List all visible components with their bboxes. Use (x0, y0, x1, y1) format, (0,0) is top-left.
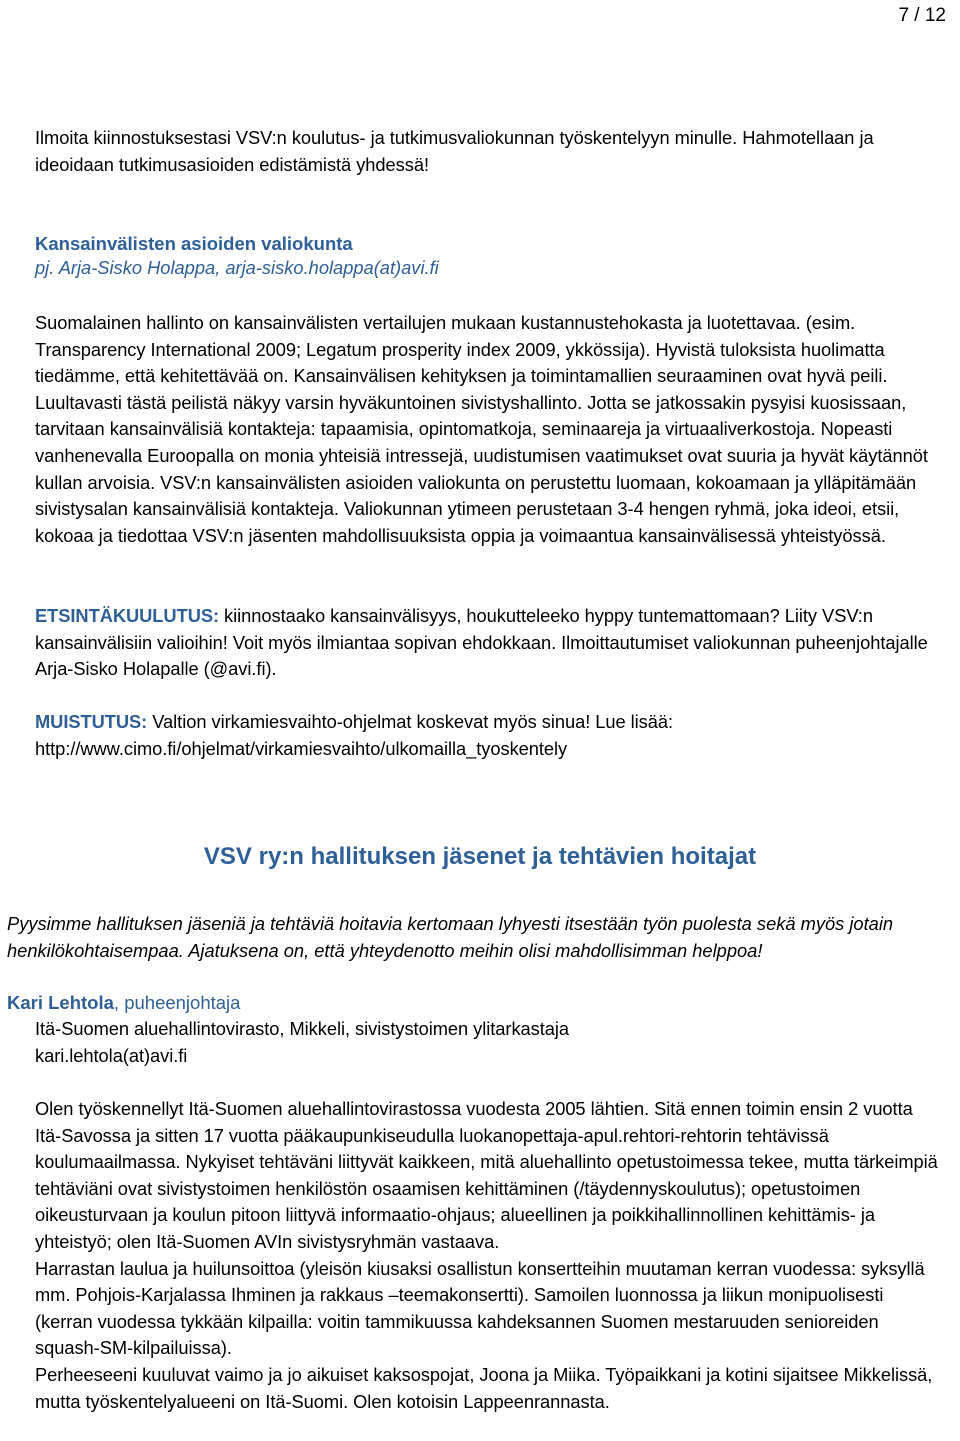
reminder-text: Valtion virkamiesvaihto-ohjelmat koskevat myös sinua! Lue lisää: (147, 711, 674, 732)
bio-paragraph: Olen työskennellyt Itä-Suomen aluehallintovirastossa vuodesta 2005 lähtien. Sitä ennen toimin ensin 2 vuotta Itä-Savossa ja sitten 17 vuotta pääkaupunkiseudulla luokanopettaja-apul.rehtori-rehtorin tehtävissä koulumaailmassa. Nykyiset tehtäväni liittyvät kaikkeen, mitä aluehallinto opetustoimessa tekee, mutta tärkeimpiä tehtäviäni ovat sivistystoimen henkilöstön osaamisen kehittäminen (/täydennyskoulutus); opetustoimen oikeusturvaan ja koulun pitoon liittyvä informaatio-ohjaus; alueellinen ja poikkihallinnollinen kehittämis- ja yhteistyö; olen Itä-Suomen AVIn sivistysryhmän vastaava. (35, 1098, 938, 1252)
person-bio (35, 1096, 940, 1415)
search-notice-text: kiinnostaako kansainvälisyys, houkutteleeko hyppy tuntemattomaan? Liity VSV:n kansainvälisiin valioihin! Voit myös ilmiantaa sopivan ehdokkaan. Ilmoittautumiset valiokunnan puheenjohtajalle Arja-Sisko Holapalle (@avi.fi). (35, 605, 928, 680)
committee-body-text: Suomalainen hallinto on kansainvälisten vertailujen mukaan kustannustehokasta ja luotettavaa. (esim. Transparency International 2009; Legatum prosperity index 2009, ykkössija). Hyvistä tuloksista huolimatta tiedämme, että kehitettävää on. Kansainvälisen kehityksen ja toimintamallien seuraaminen ovat hyvä peili. Luultavasti tästä peilistä näkyy varsin hyväkuntoinen sivistyshallinto. Jotta se jatkossakin pysyisi kuosissaan, tarvitaan kansainvälisiä kontakteja: tapaamisia, opintomatkoja, seminaareja ja virtuaaliverkostoja. Nopeasti vanhenevalla Euroopalla on monia yhteisiä intressejä, uudistumisen vaatimukset ovat suuria ja hyvät käytännöt kullan arvoisia. VSV:n kansainvälisten asioiden valiokunta on perustettu luomaan, kokoamaan ja ylläpitämään sivistysalan kansainvälisiä kontakteja. Valiokunnan ytimeen perustetaan 3-4 hengen ryhmä, joka ideoi, etsii, kokoaa ja tiedottaa VSV:n jäsenten mahdollisuuksista oppia ja voimaantua kansainvälisessä yhteistyössä. (35, 312, 928, 546)
committee-body (35, 310, 940, 549)
reminder-label: MUISTUTUS: (35, 711, 148, 732)
person-name: Kari Lehtola (7, 992, 114, 1013)
person-position: Itä-Suomen aluehallintovirasto, Mikkeli, sivistystoimen ylitarkastaja (35, 1018, 570, 1039)
person-heading (7, 991, 240, 1015)
committee-title: Kansainvälisten asioiden valiokunta (35, 233, 353, 254)
person-role: , puheenjohtaja (113, 992, 241, 1013)
intro-paragraph (35, 125, 940, 178)
bio-paragraph: Harrastan laulua ja huilunsoittoa (yleisön kiusaksi osallistun konsertteihin muutaman kerran vuodessa: syksyllä mm. Pohjois-Karjalassa Ihminen ja rakkaus –teemakonsertti). Samoilen luonnossa ja liikun monipuolisesti (kerran vuodessa tykkään kilpailla: voitin tammikuussa kahdeksannen Suomen mestaruuden senioreiden squash-SM-kilpailuissa). (35, 1257, 925, 1359)
person-email[interactable]: kari.lehtola(at)avi.fi (35, 1044, 188, 1066)
search-notice (35, 603, 940, 683)
committee-chair: pj. Arja-Sisko Holappa, arja-sisko.holappa(at)avi.fi (35, 257, 439, 278)
committee-header (35, 232, 940, 280)
reminder (35, 709, 940, 762)
section-title: VSV ry:n hallituksen jäsenet ja tehtävien hoitajat (203, 843, 757, 870)
search-notice-label: ETSINTÄKUULUTUS: (35, 605, 220, 626)
section-intro: Pyysimme hallituksen jäseniä ja tehtäviä hoitavia kertomaan lyhyesti itsestään työn puolesta sekä myös jotain henkilökohtaisempaa. Ajatuksena on, että yhteydenotto meihin olisi mahdollisimman helppoa! (7, 913, 894, 961)
intro-text: Ilmoita kiinnostuksestasi VSV:n koulutus- ja tutkimusvaliokunnan työskentelyyn minulle. Hahmotellaan ja ideoidaan tutkimusasioiden edistämistä yhdessä! (35, 127, 874, 175)
reminder-link[interactable]: http://www.cimo.fi/ohjelmat/virkamiesvaihto/ulkomailla_tyoskentely (35, 737, 568, 759)
bio-paragraph: Perheeseeni kuuluvat vaimo ja jo aikuiset kaksospojat, Joona ja Miika. Työpaikkani ja kotini sijaitsee Mikkelissä, mutta työskentelyalueeni on Itä-Suomi. Olen kotoisin Lappeenrannasta. (35, 1363, 933, 1412)
person-contact (35, 1016, 940, 1069)
page-number: 7 / 12 (898, 5, 946, 26)
